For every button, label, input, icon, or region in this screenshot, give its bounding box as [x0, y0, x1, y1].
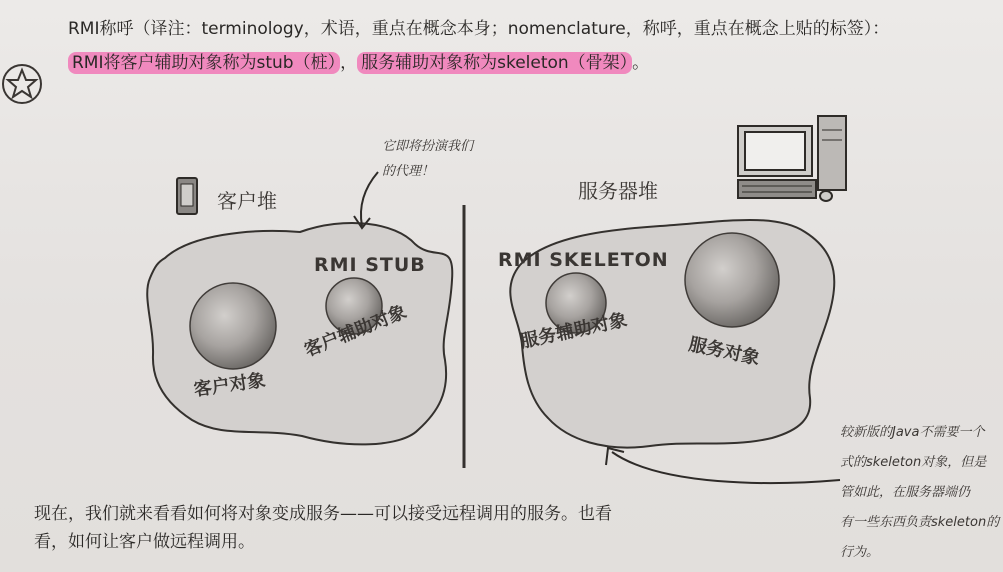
- client-helper-label: 客户辅助对象: [301, 301, 410, 362]
- service-object-sphere: [685, 233, 779, 327]
- note-arrow: [612, 452, 840, 483]
- highlight-skeleton: 服务辅助对象称为skeleton（骨架）: [357, 52, 632, 74]
- rmi-stub-label: RMI STUB: [314, 254, 426, 276]
- service-object-label: 服务对象: [686, 333, 762, 370]
- side-note-line-3: 管如此，在服务器端仍: [840, 485, 971, 500]
- side-note-line-4: 有一些东西负责skeleton的: [840, 515, 1000, 530]
- service-helper-label: 服务辅助对象: [518, 309, 629, 353]
- side-note: [840, 418, 999, 568]
- phone-icon: [177, 178, 197, 214]
- side-note-line-2: 式的skeleton对象，但是: [840, 455, 987, 470]
- client-heap-label: 客户堆: [217, 189, 277, 213]
- server-heap-label: 服务器堆: [578, 179, 658, 203]
- client-object-label: 客户对象: [192, 369, 267, 401]
- separator: ，: [340, 53, 358, 73]
- client-object-sphere: [190, 283, 276, 369]
- side-note-line-5: 行为。: [840, 545, 880, 560]
- brain-icon: [3, 65, 41, 103]
- rmi-skeleton-label: RMI SKELETON: [498, 249, 669, 271]
- paragraph-line-1: RMI称呼（译注：terminology，术语，重点在概念本身；nomenclature，称呼，重点在概念上贴的标签）：: [68, 19, 890, 39]
- highlight-stub: RMI将客户辅助对象称为stub（桩）: [68, 52, 340, 74]
- body-line-2: 看，如何让客户做远程调用。: [34, 532, 255, 552]
- callout-line-2: 的代理！: [382, 164, 435, 179]
- period: 。: [632, 53, 650, 73]
- computer-icon: [738, 116, 846, 201]
- side-note-line-1: 较新版的Java不需要一个: [840, 425, 985, 440]
- callout-line-1: 它即将扮演我们: [382, 139, 474, 154]
- note-arrow-head: [606, 448, 624, 465]
- body-line-1: 现在，我们就来看看如何将对象变成服务——可以接受远程调用的服务。也看: [34, 504, 612, 524]
